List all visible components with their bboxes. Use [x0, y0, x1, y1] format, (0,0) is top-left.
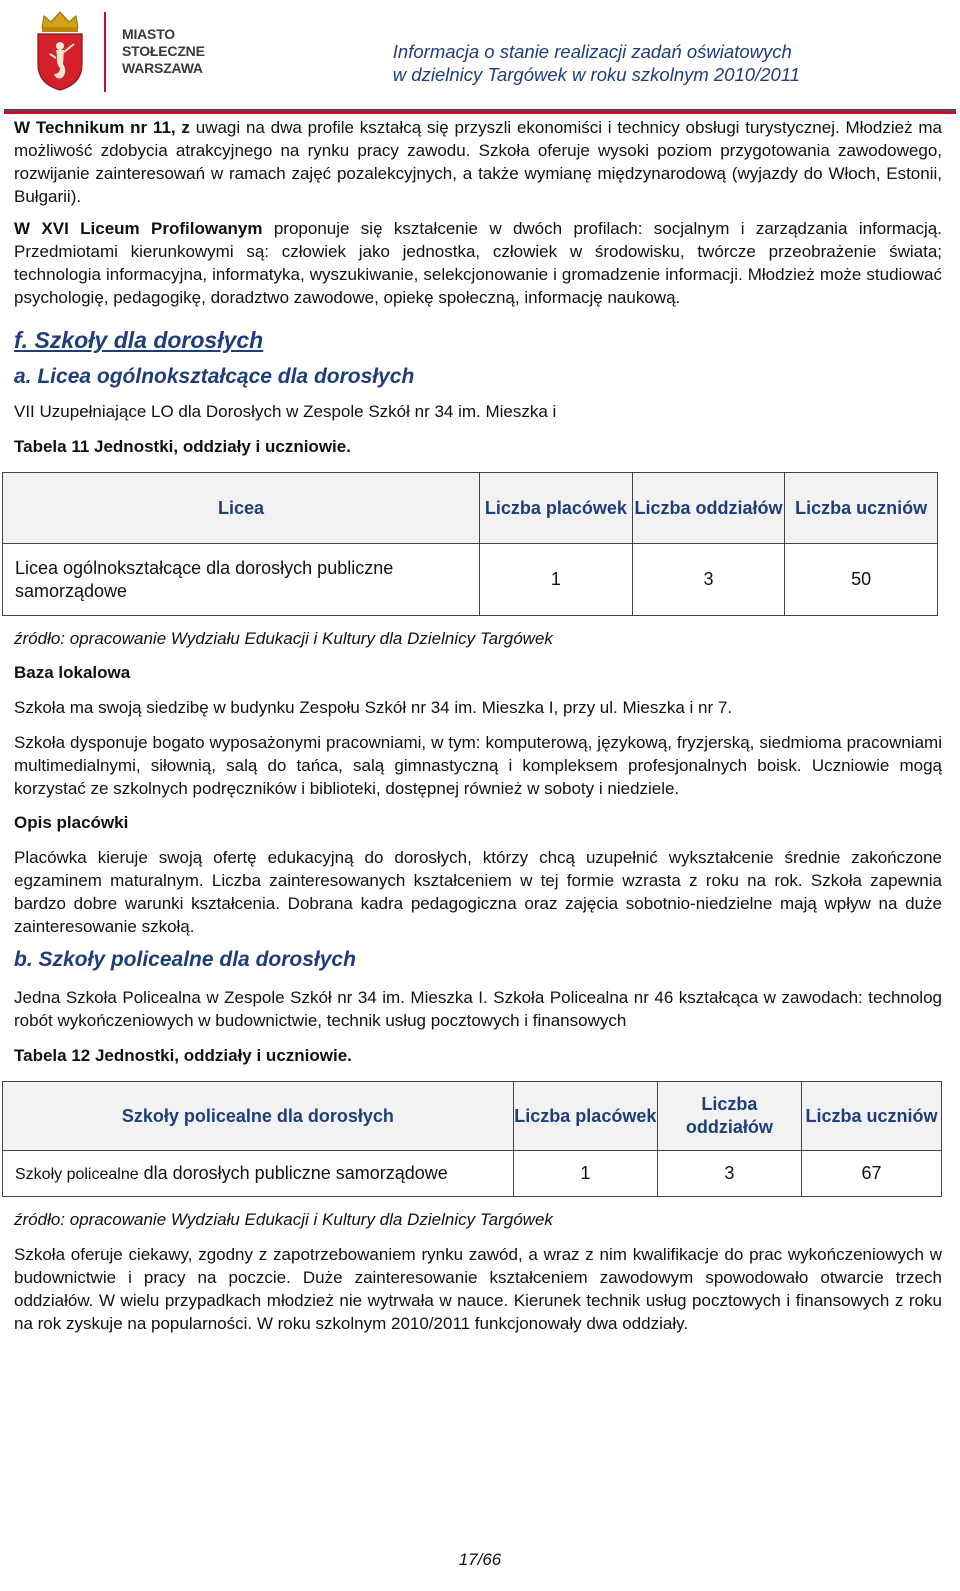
paragraph-lead: W Technikum nr 11, z — [14, 118, 190, 137]
paragraph-text: proponuje się kształcenie w dwóch profilach: socjalnym i zarządzania informacją. Przedmiotami kierunkowymi są: człowiek jako jednostka, człowiek w środowisku, twórcze przeobrażenie świata; technologia informacyjna, informatyka, wyszukiwanie, selekcjonowanie i gromadzenie informacji. Młodzież może studiować psychologię, pedagogikę, doradztwo zawodowe, opiekę społeczną, informację naukową. — [14, 219, 942, 307]
header-cell: Licea — [3, 473, 480, 544]
row-label: Licea ogólnokształcące dla dorosłych publiczne samorządowe — [3, 544, 480, 616]
row-label-small: Szkoły policealne — [15, 1165, 139, 1183]
source-note: źródło: opracowanie Wydziału Edukacji i Kultury dla Dzielnicy Targówek — [14, 629, 553, 648]
school-line: VII Uzupełniające LO dla Dorosłych w Zespole Szkół nr 34 im. Mieszka i — [14, 402, 557, 421]
table-11 — [2, 472, 938, 616]
paragraph-text: uwagi na dwa profile kształcą się przyszli ekonomiści i technicy obsługi turystycznej. Młodzież ma możliwość zdobycia atrakcyjnego na rynku pracy zawodu. Szkoła oferuje wysoki poziom przygotowania zawodowego, rozwijanie zainteresowań w ramach zajęć pozalekcyjnych, a także wymianę międzynarodową (wyjazdy do Włoch, Estonii, Bułgarii). — [14, 118, 942, 206]
cell-value: 3 — [632, 544, 785, 616]
table-row — [3, 1151, 942, 1197]
header-cell: Liczba uczniów — [785, 473, 938, 544]
table-header-row — [3, 1082, 942, 1151]
paragraph-opis: Placówka kieruje swoją ofertę edukacyjną do dorosłych, którzy chcą uzupełnić wykształcenie średnie zakończone egzaminem maturalnym. Liczba zainteresowanych kształceniem w tej formie wzrasta z roku na rok. Szkoła zapewnia bardzo dobre warunki kształcenia. Dobrana kadra pedagogiczna oraz zajęcia sobotnio-niedzielne mają wpływ na duże zainteresowanie szkołą. — [14, 848, 942, 936]
paragraph-lead: W XVI Liceum Profilowanym — [14, 219, 263, 238]
header-cell: Liczba placówek — [513, 1082, 657, 1151]
table-caption-12: Tabela 12 Jednostki, oddziały i uczniowie. — [14, 1046, 352, 1065]
section-heading-a: a. Licea ogólnokształcące dla dorosłych — [14, 365, 415, 388]
section-heading-b: b. Szkoły policealne dla dorosłych — [14, 948, 356, 971]
table-header-row — [3, 473, 938, 544]
row-label — [3, 1151, 514, 1197]
city-logo-text — [122, 26, 205, 77]
header-cell: Szkoły policealne dla dorosłych — [3, 1082, 514, 1151]
logo-line: STOŁECZNE — [122, 43, 205, 59]
heading-opis: Opis placówki — [14, 813, 129, 832]
cell-value: 1 — [480, 544, 633, 616]
title-line-1: Informacja o stanie realizacji zadań oświatowych — [392, 41, 792, 62]
header-cell: Liczba placówek — [480, 473, 633, 544]
paragraph-technikum — [14, 116, 942, 208]
header-cell: Liczba oddziałów — [657, 1082, 801, 1151]
table-row — [3, 544, 938, 616]
paragraph-baza-2: Szkoła dysponuje bogato wyposażonymi pracowniami, w tym: komputerową, językową, fryzjerską, siedmioma pracowniami multimedialnymi, siłownią, salą do tańca, salą gimnastyczną i kompleksem profesjonalnych boisk. Uczniowie mogą korzystać ze szkolnych podręczników i biblioteki, dostępnej również w soboty i niedziele. — [14, 733, 942, 798]
paragraph-baza: Szkoła ma swoją siedzibę w budynku Zespołu Szkół nr 34 im. Mieszka I, przy ul. Mieszka i nr 7. — [14, 698, 733, 717]
warsaw-coat-of-arms-icon — [30, 8, 90, 92]
table-caption-11: Tabela 11 Jednostki, oddziały i uczniowie. — [14, 437, 351, 456]
cell-value: 67 — [801, 1151, 941, 1197]
cell-value: 1 — [513, 1151, 657, 1197]
source-note: źródło: opracowanie Wydziału Edukacji i Kultury dla Dzielnicy Targówek — [14, 1210, 553, 1229]
document-title — [393, 40, 800, 86]
logo-line: MIASTO — [122, 26, 175, 42]
page-content — [14, 114, 942, 1335]
logo-line: WARSZAWA — [122, 60, 203, 76]
paragraph-liceum — [14, 217, 942, 309]
table-12 — [2, 1081, 942, 1197]
cell-value: 3 — [657, 1151, 801, 1197]
paragraph-policealna: Jedna Szkoła Policealna w Zespole Szkół nr 34 im. Mieszka I. Szkoła Policealna nr 46 kształcąca w zawodach: technolog robót wykończeniowych w budownictwie, technik usług pocztowych i finansowych — [14, 988, 942, 1030]
page-header — [0, 0, 960, 116]
header-cell: Liczba uczniów — [801, 1082, 941, 1151]
heading-baza: Baza lokalowa — [14, 663, 131, 682]
row-label-rest: dla dorosłych publiczne samorządowe — [138, 1162, 448, 1183]
section-heading-f: f. Szkoły dla dorosłych — [14, 327, 264, 353]
header-cell: Liczba oddziałów — [632, 473, 785, 544]
page-number: 17/66 — [458, 1550, 502, 1569]
paragraph-final: Szkoła oferuje ciekawy, zgodny z zapotrzebowaniem rynku zawód, a wraz z nim kwalifikacje do prac wykończeniowych w budownictwie i pracy na poczcie. Duże zainteresowanie kształceniem zawodowym spowodowało otwarcie trzech oddziałów. W wielu przypadkach młodzież nie wytrwała w nauce. Kierunek technik usług pocztowych i finansowych z roku na rok zyskuje na popularności. W roku szkolnym 2010/2011 funkcjonowały dwa oddziały. — [14, 1245, 942, 1333]
cell-value: 50 — [785, 544, 938, 616]
title-line-2: w dzielnicy Targówek w roku szkolnym 2010/2011 — [392, 64, 800, 85]
logo-divider — [104, 12, 106, 92]
